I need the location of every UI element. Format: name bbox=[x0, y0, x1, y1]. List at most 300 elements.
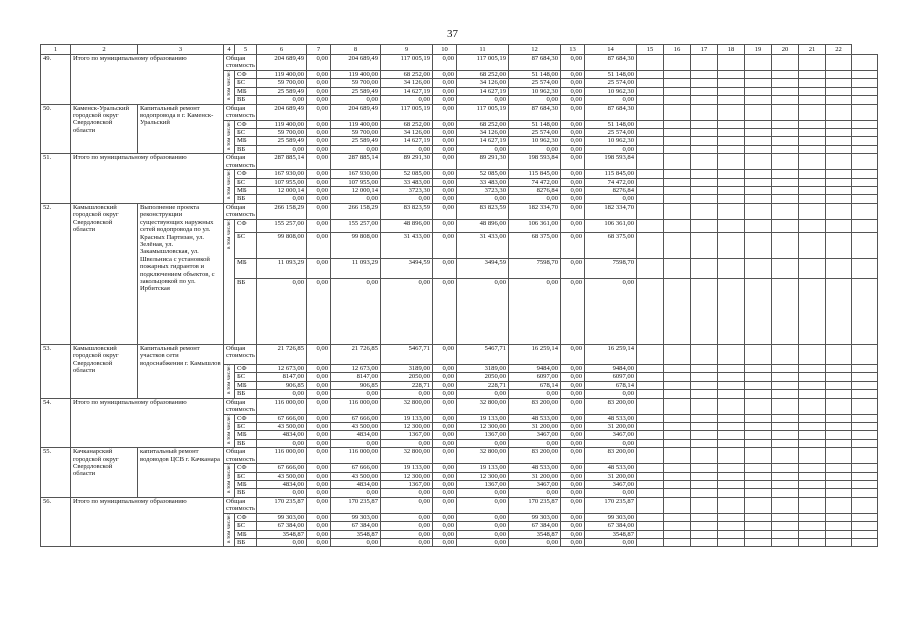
empty-cell bbox=[718, 145, 745, 153]
amount-cell: 0,00 bbox=[433, 414, 457, 422]
empty-cell bbox=[852, 178, 878, 186]
row-number: 50. bbox=[41, 104, 71, 154]
empty-cell bbox=[852, 364, 878, 372]
empty-cell bbox=[745, 154, 772, 170]
amount-cell: 1367,00 bbox=[381, 480, 433, 488]
empty-cell bbox=[745, 104, 772, 120]
amount-cell: 0,00 bbox=[307, 390, 331, 398]
empty-cell bbox=[772, 55, 799, 71]
amount-cell: 5467,71 bbox=[457, 344, 509, 364]
empty-cell bbox=[637, 120, 664, 128]
empty-cell bbox=[772, 513, 799, 521]
amount-cell: 115 845,00 bbox=[509, 170, 561, 178]
amount-cell: 0,00 bbox=[509, 278, 561, 344]
empty-cell bbox=[799, 422, 826, 430]
amount-cell: 34 126,00 bbox=[457, 129, 509, 137]
empty-cell bbox=[772, 278, 799, 344]
empty-cell bbox=[799, 538, 826, 546]
empty-cell bbox=[826, 258, 852, 278]
column-number: 11 bbox=[457, 45, 509, 55]
municipality-name: Качканарский городской округ Свердловской области bbox=[71, 448, 138, 498]
empty-cell bbox=[745, 120, 772, 128]
empty-cell bbox=[718, 431, 745, 439]
amount-cell: 115 845,00 bbox=[585, 170, 637, 178]
amount-cell: 0,00 bbox=[561, 414, 585, 422]
amount-cell: 0,00 bbox=[561, 87, 585, 95]
empty-cell bbox=[799, 170, 826, 178]
empty-cell bbox=[664, 344, 691, 364]
amount-cell: 0,00 bbox=[307, 87, 331, 95]
amount-cell: 0,00 bbox=[433, 344, 457, 364]
empty-cell bbox=[691, 489, 718, 497]
incl-label bbox=[224, 170, 235, 204]
empty-cell bbox=[664, 187, 691, 195]
amount-cell: 67 666,00 bbox=[257, 464, 307, 472]
amount-cell: 0,00 bbox=[307, 497, 331, 513]
empty-cell bbox=[637, 431, 664, 439]
empty-cell bbox=[664, 480, 691, 488]
amount-cell: 0,00 bbox=[381, 195, 433, 203]
amount-cell: 0,00 bbox=[561, 187, 585, 195]
amount-cell: 204 689,49 bbox=[331, 104, 381, 120]
empty-cell bbox=[826, 390, 852, 398]
amount-cell: 0,00 bbox=[433, 55, 457, 71]
amount-cell: 14 627,19 bbox=[457, 137, 509, 145]
incl-label-text: в том числе: bbox=[226, 120, 232, 150]
empty-cell bbox=[772, 414, 799, 422]
empty-cell bbox=[664, 278, 691, 344]
object-description: Капитальный ремонт участков сети водоснабжения г. Камышлов bbox=[138, 344, 224, 398]
amount-cell: 0,00 bbox=[457, 96, 509, 104]
empty-cell bbox=[772, 79, 799, 87]
amount-cell: 0,00 bbox=[307, 513, 331, 521]
empty-cell bbox=[799, 129, 826, 137]
amount-cell: 0,00 bbox=[433, 195, 457, 203]
amount-cell: 19 133,00 bbox=[457, 464, 509, 472]
amount-cell: 287 885,14 bbox=[257, 154, 307, 170]
empty-cell bbox=[718, 464, 745, 472]
empty-cell bbox=[718, 489, 745, 497]
incl-label bbox=[224, 414, 235, 448]
total-cost-label: Общая стоимость bbox=[224, 154, 257, 170]
empty-cell bbox=[852, 522, 878, 530]
empty-cell bbox=[718, 390, 745, 398]
amount-cell: 48 533,00 bbox=[585, 464, 637, 472]
incl-label bbox=[224, 464, 235, 498]
empty-cell bbox=[772, 203, 799, 219]
funding-source-code: МБ bbox=[235, 530, 257, 538]
empty-cell bbox=[826, 120, 852, 128]
empty-cell bbox=[664, 439, 691, 447]
empty-cell bbox=[826, 513, 852, 521]
amount-cell: 7598,70 bbox=[585, 258, 637, 278]
empty-cell bbox=[772, 120, 799, 128]
empty-cell bbox=[637, 344, 664, 364]
empty-cell bbox=[691, 497, 718, 513]
amount-cell: 0,00 bbox=[433, 203, 457, 219]
amount-cell: 0,00 bbox=[307, 278, 331, 344]
amount-cell: 3548,87 bbox=[257, 530, 307, 538]
amount-cell: 0,00 bbox=[585, 145, 637, 153]
empty-cell bbox=[772, 480, 799, 488]
empty-cell bbox=[691, 431, 718, 439]
funding-source-code: СФ bbox=[235, 170, 257, 178]
amount-cell: 0,00 bbox=[561, 195, 585, 203]
empty-cell bbox=[826, 538, 852, 546]
amount-cell: 119 400,00 bbox=[257, 120, 307, 128]
empty-cell bbox=[637, 96, 664, 104]
empty-cell bbox=[826, 104, 852, 120]
empty-cell bbox=[718, 187, 745, 195]
empty-cell bbox=[691, 195, 718, 203]
amount-cell: 87 684,30 bbox=[585, 104, 637, 120]
amount-cell: 68 375,00 bbox=[509, 232, 561, 258]
empty-cell bbox=[718, 344, 745, 364]
amount-cell: 3189,00 bbox=[457, 364, 509, 372]
amount-cell: 25 589,49 bbox=[331, 87, 381, 95]
amount-cell: 25 589,49 bbox=[257, 137, 307, 145]
amount-cell: 119 400,00 bbox=[257, 71, 307, 79]
empty-cell bbox=[799, 472, 826, 480]
empty-cell bbox=[691, 522, 718, 530]
empty-cell bbox=[637, 414, 664, 422]
amount-cell: 0,00 bbox=[307, 522, 331, 530]
amount-cell: 0,00 bbox=[561, 145, 585, 153]
amount-cell: 3467,00 bbox=[509, 431, 561, 439]
empty-cell bbox=[745, 472, 772, 480]
empty-cell bbox=[718, 538, 745, 546]
amount-cell: 0,00 bbox=[561, 480, 585, 488]
amount-cell: 266 158,29 bbox=[257, 203, 307, 219]
amount-cell: 0,00 bbox=[433, 137, 457, 145]
amount-cell: 52 085,00 bbox=[381, 170, 433, 178]
empty-cell bbox=[664, 55, 691, 71]
amount-cell: 99 303,00 bbox=[509, 513, 561, 521]
empty-cell bbox=[637, 439, 664, 447]
empty-cell bbox=[799, 344, 826, 364]
amount-cell: 67 384,00 bbox=[509, 522, 561, 530]
empty-cell bbox=[691, 178, 718, 186]
empty-cell bbox=[826, 422, 852, 430]
municipality-total-label: Итого по муниципальному образованию bbox=[71, 55, 224, 105]
empty-cell bbox=[718, 381, 745, 389]
amount-cell: 3467,00 bbox=[509, 480, 561, 488]
amount-cell: 0,00 bbox=[307, 464, 331, 472]
empty-cell bbox=[664, 137, 691, 145]
funding-source-code: БС bbox=[235, 232, 257, 258]
amount-cell: 0,00 bbox=[561, 431, 585, 439]
amount-cell: 11 093,29 bbox=[331, 258, 381, 278]
empty-cell bbox=[772, 464, 799, 472]
empty-cell bbox=[664, 232, 691, 258]
amount-cell: 25 574,00 bbox=[509, 79, 561, 87]
amount-cell: 0,00 bbox=[331, 489, 381, 497]
empty-cell bbox=[637, 178, 664, 186]
amount-cell: 0,00 bbox=[307, 530, 331, 538]
amount-cell: 68 375,00 bbox=[585, 232, 637, 258]
empty-cell bbox=[799, 530, 826, 538]
empty-cell bbox=[664, 203, 691, 219]
amount-cell: 0,00 bbox=[257, 390, 307, 398]
amount-cell: 119 400,00 bbox=[331, 120, 381, 128]
amount-cell: 12 300,00 bbox=[457, 422, 509, 430]
empty-cell bbox=[826, 489, 852, 497]
amount-cell: 0,00 bbox=[307, 96, 331, 104]
amount-cell: 33 483,00 bbox=[457, 178, 509, 186]
column-number: 10 bbox=[433, 45, 457, 55]
column-number: 6 bbox=[257, 45, 307, 55]
empty-cell bbox=[852, 373, 878, 381]
amount-cell: 0,00 bbox=[561, 129, 585, 137]
amount-cell: 34 126,00 bbox=[381, 129, 433, 137]
incl-label-text: в том числе: bbox=[226, 219, 232, 250]
empty-cell bbox=[826, 439, 852, 447]
empty-cell bbox=[799, 522, 826, 530]
empty-cell bbox=[826, 71, 852, 79]
funding-source-code: СФ bbox=[235, 219, 257, 232]
amount-cell: 287 885,14 bbox=[331, 154, 381, 170]
amount-cell: 0,00 bbox=[561, 278, 585, 344]
empty-cell bbox=[745, 187, 772, 195]
empty-cell bbox=[718, 178, 745, 186]
funding-source-code: БС bbox=[235, 373, 257, 381]
incl-label-text: в том числе: bbox=[226, 71, 232, 101]
total-cost-label: Общая стоимость bbox=[224, 497, 257, 513]
empty-cell bbox=[745, 431, 772, 439]
amount-cell: 0,00 bbox=[257, 489, 307, 497]
funding-source-code: ВБ bbox=[235, 195, 257, 203]
funding-source-code: ВБ bbox=[235, 489, 257, 497]
amount-cell: 0,00 bbox=[433, 489, 457, 497]
funding-source-code: МБ bbox=[235, 381, 257, 389]
amount-cell: 0,00 bbox=[381, 439, 433, 447]
empty-cell bbox=[799, 137, 826, 145]
empty-cell bbox=[637, 364, 664, 372]
empty-cell bbox=[718, 522, 745, 530]
incl-label-text: в том числе: bbox=[226, 170, 232, 200]
amount-cell: 204 689,49 bbox=[331, 55, 381, 71]
amount-cell: 0,00 bbox=[457, 489, 509, 497]
amount-cell: 198 593,84 bbox=[509, 154, 561, 170]
empty-cell bbox=[852, 71, 878, 79]
amount-cell: 12 300,00 bbox=[457, 472, 509, 480]
column-number: 14 bbox=[585, 45, 637, 55]
amount-cell: 170 235,87 bbox=[509, 497, 561, 513]
empty-cell bbox=[637, 489, 664, 497]
amount-cell: 0,00 bbox=[433, 538, 457, 546]
empty-cell bbox=[637, 497, 664, 513]
empty-cell bbox=[826, 79, 852, 87]
amount-cell: 0,00 bbox=[561, 439, 585, 447]
amount-cell: 0,00 bbox=[307, 344, 331, 364]
empty-cell bbox=[772, 448, 799, 464]
incl-label bbox=[224, 219, 235, 344]
empty-cell bbox=[772, 96, 799, 104]
empty-cell bbox=[745, 538, 772, 546]
amount-cell: 204 689,49 bbox=[257, 55, 307, 71]
empty-cell bbox=[799, 195, 826, 203]
amount-cell: 0,00 bbox=[561, 120, 585, 128]
empty-cell bbox=[691, 170, 718, 178]
empty-cell bbox=[691, 129, 718, 137]
amount-cell: 0,00 bbox=[433, 120, 457, 128]
amount-cell: 0,00 bbox=[433, 464, 457, 472]
empty-cell bbox=[772, 390, 799, 398]
funding-source-code: БС bbox=[235, 422, 257, 430]
empty-cell bbox=[852, 203, 878, 219]
column-number: 4 bbox=[224, 45, 235, 55]
amount-cell: 0,00 bbox=[433, 79, 457, 87]
empty-cell bbox=[826, 219, 852, 232]
amount-cell: 99 808,00 bbox=[257, 232, 307, 258]
empty-cell bbox=[664, 258, 691, 278]
amount-cell: 0,00 bbox=[433, 170, 457, 178]
amount-cell: 11 093,29 bbox=[257, 258, 307, 278]
amount-cell: 0,00 bbox=[433, 278, 457, 344]
column-number: 15 bbox=[637, 45, 664, 55]
amount-cell: 0,00 bbox=[331, 278, 381, 344]
funding-source-code: ВБ bbox=[235, 145, 257, 153]
row-number: 53. bbox=[41, 344, 71, 398]
column-number: 9 bbox=[381, 45, 433, 55]
empty-cell bbox=[745, 364, 772, 372]
amount-cell: 43 500,00 bbox=[331, 422, 381, 430]
amount-cell: 0,00 bbox=[433, 439, 457, 447]
empty-cell bbox=[664, 195, 691, 203]
column-number: 18 bbox=[718, 45, 745, 55]
amount-cell: 0,00 bbox=[585, 390, 637, 398]
header-row bbox=[41, 45, 878, 55]
empty-cell bbox=[826, 232, 852, 258]
amount-cell: 0,00 bbox=[457, 497, 509, 513]
empty-cell bbox=[637, 538, 664, 546]
amount-cell: 14 627,19 bbox=[381, 137, 433, 145]
amount-cell: 33 483,00 bbox=[381, 178, 433, 186]
total-cost-label: Общая стоимость bbox=[224, 398, 257, 414]
empty-cell bbox=[718, 472, 745, 480]
amount-cell: 0,00 bbox=[433, 398, 457, 414]
amount-cell: 0,00 bbox=[307, 195, 331, 203]
amount-cell: 0,00 bbox=[561, 373, 585, 381]
empty-cell bbox=[718, 203, 745, 219]
amount-cell: 0,00 bbox=[307, 178, 331, 186]
amount-cell: 31 200,00 bbox=[509, 422, 561, 430]
empty-cell bbox=[691, 373, 718, 381]
empty-cell bbox=[826, 414, 852, 422]
empty-cell bbox=[691, 232, 718, 258]
amount-cell: 4834,00 bbox=[257, 431, 307, 439]
amount-cell: 0,00 bbox=[561, 344, 585, 364]
table-row bbox=[41, 497, 878, 513]
amount-cell: 0,00 bbox=[331, 538, 381, 546]
amount-cell: 12 673,00 bbox=[257, 364, 307, 372]
amount-cell: 0,00 bbox=[433, 104, 457, 120]
empty-cell bbox=[691, 145, 718, 153]
empty-cell bbox=[664, 513, 691, 521]
amount-cell: 7598,70 bbox=[509, 258, 561, 278]
empty-cell bbox=[745, 55, 772, 71]
empty-cell bbox=[745, 390, 772, 398]
empty-cell bbox=[852, 219, 878, 232]
empty-cell bbox=[772, 381, 799, 389]
empty-cell bbox=[718, 195, 745, 203]
empty-cell bbox=[718, 219, 745, 232]
empty-cell bbox=[852, 195, 878, 203]
amount-cell: 0,00 bbox=[561, 104, 585, 120]
empty-cell bbox=[772, 431, 799, 439]
empty-cell bbox=[852, 513, 878, 521]
empty-cell bbox=[691, 439, 718, 447]
empty-cell bbox=[718, 278, 745, 344]
amount-cell: 8276,84 bbox=[509, 187, 561, 195]
amount-cell: 0,00 bbox=[433, 472, 457, 480]
empty-cell bbox=[718, 497, 745, 513]
amount-cell: 99 808,00 bbox=[331, 232, 381, 258]
empty-cell bbox=[637, 278, 664, 344]
amount-cell: 0,00 bbox=[433, 258, 457, 278]
amount-cell: 89 291,30 bbox=[457, 154, 509, 170]
amount-cell: 14 627,19 bbox=[457, 87, 509, 95]
amount-cell: 0,00 bbox=[331, 439, 381, 447]
empty-cell bbox=[637, 232, 664, 258]
amount-cell: 170 235,87 bbox=[257, 497, 307, 513]
empty-cell bbox=[745, 530, 772, 538]
amount-cell: 228,71 bbox=[381, 381, 433, 389]
column-number: 2 bbox=[71, 45, 138, 55]
empty-cell bbox=[826, 448, 852, 464]
amount-cell: 67 666,00 bbox=[257, 414, 307, 422]
amount-cell: 34 126,00 bbox=[381, 79, 433, 87]
amount-cell: 68 252,00 bbox=[457, 71, 509, 79]
empty-cell bbox=[691, 219, 718, 232]
empty-cell bbox=[852, 170, 878, 178]
amount-cell: 0,00 bbox=[561, 178, 585, 186]
incl-label-text: в том числе: bbox=[226, 513, 232, 543]
amount-cell: 198 593,84 bbox=[585, 154, 637, 170]
empty-cell bbox=[691, 187, 718, 195]
amount-cell: 0,00 bbox=[307, 187, 331, 195]
amount-cell: 182 334,70 bbox=[585, 203, 637, 219]
amount-cell: 155 257,00 bbox=[331, 219, 381, 232]
amount-cell: 0,00 bbox=[433, 381, 457, 389]
empty-cell bbox=[664, 472, 691, 480]
amount-cell: 31 433,00 bbox=[381, 232, 433, 258]
amount-cell: 0,00 bbox=[509, 489, 561, 497]
amount-cell: 0,00 bbox=[307, 258, 331, 278]
amount-cell: 68 252,00 bbox=[381, 71, 433, 79]
amount-cell: 0,00 bbox=[381, 96, 433, 104]
empty-cell bbox=[637, 480, 664, 488]
empty-cell bbox=[745, 170, 772, 178]
incl-label bbox=[224, 513, 235, 547]
empty-cell bbox=[718, 364, 745, 372]
amount-cell: 0,00 bbox=[381, 513, 433, 521]
amount-cell: 0,00 bbox=[433, 497, 457, 513]
empty-cell bbox=[826, 178, 852, 186]
empty-cell bbox=[664, 538, 691, 546]
amount-cell: 99 303,00 bbox=[331, 513, 381, 521]
amount-cell: 99 303,00 bbox=[585, 513, 637, 521]
empty-cell bbox=[664, 431, 691, 439]
amount-cell: 0,00 bbox=[585, 195, 637, 203]
amount-cell: 0,00 bbox=[257, 195, 307, 203]
municipality-total-label: Итого по муниципальному образованию bbox=[71, 154, 224, 204]
amount-cell: 67 384,00 bbox=[331, 522, 381, 530]
amount-cell: 0,00 bbox=[307, 104, 331, 120]
incl-label bbox=[224, 364, 235, 398]
amount-cell: 87 684,30 bbox=[585, 55, 637, 71]
column-number: 22 bbox=[826, 45, 852, 55]
